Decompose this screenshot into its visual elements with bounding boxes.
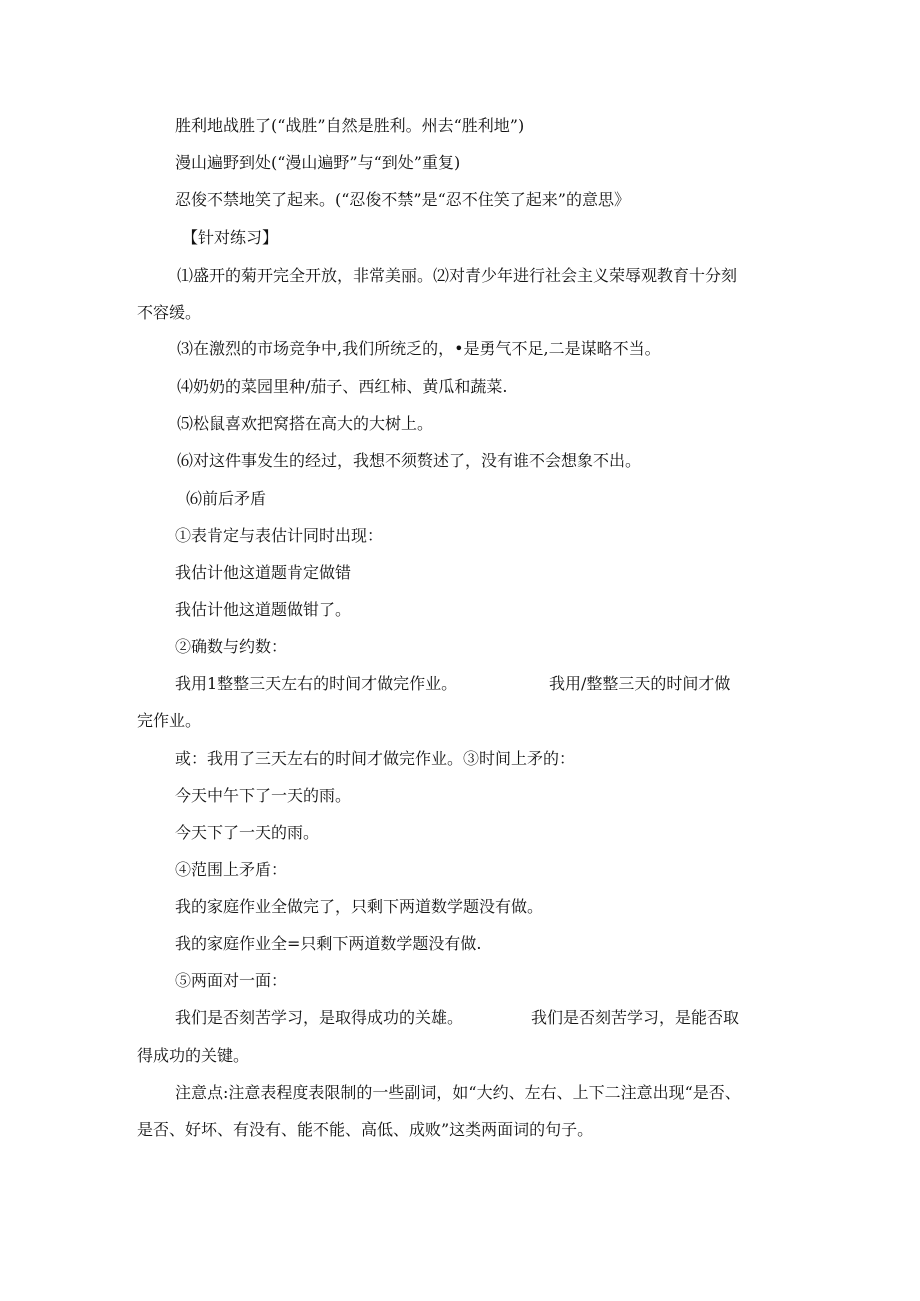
point-1-heading: ①表肯定与表估计同时出现： [175,526,384,545]
exercise-2-continued: 不容缓。 [137,303,202,322]
exercise-5: ⑸松鼠喜欢把窝搭在高大的大树上。 [177,414,434,433]
text-line-3: 忍俊不禁地笑了起来。(“忍俊不禁”是“忍不住笑了起来”的意思》 [175,190,630,209]
note-paragraph: 注意点:注意表程度表限制的一些副词，如“大约、左右、上下二注意出现“是否、 [175,1083,741,1102]
point-2-example-b: 我用/整整三天的时间才做 [549,674,731,693]
exercise-1-2: ⑴盛开的菊开完全开放，非常美丽。⑵对青少年进行社会主义荣辱观教育十分刻 [177,266,738,285]
point-4-example-b: 我的家庭作业全=只剩下两道数学题没有做. [175,934,482,953]
point-2-heading: ②确数与约数： [175,637,288,656]
section-heading: 【针对练习】 [182,228,279,247]
point-5-heading: ⑤两面对一面： [175,971,288,990]
point-2-example-a: 我用1整整三天左右的时间才做完作业。 [175,674,458,693]
text-line-2: 漫山遍野到处(“漫山遍野”与“到处”重复) [175,153,461,172]
point-3-example-a: 今天中午下了一天的雨。 [175,786,352,805]
point-3-example-b: 今天下了一天的雨。 [175,823,320,842]
point-5-example-a: 我们是否刻苦学习，是取得成功的关雄。 [175,1008,464,1027]
point-4-example-a: 我的家庭作业全做完了，只剩下两道数学题没有做。 [175,897,544,916]
point-2-example-b-continued: 完作业。 [137,711,202,730]
subsection-heading: ⑹前后矛盾 [186,489,267,508]
point-5-example-b: 我们是否刻苦学习，是能否取 [531,1008,740,1027]
exercise-3: ⑶在激烈的市场竞争中,我们所统乏的，•是勇气不足,二是谋略不当。 [177,339,661,358]
exercise-4: ⑷奶奶的菜园里种/茄子、西红柿、黄瓜和蔬菜. [177,377,508,396]
point-4-heading: ④范围上矛盾： [175,860,288,879]
point-5-example-b-continued: 得成功的关键。 [137,1046,250,1065]
point-1-example-a: 我估计他这道题肯定做错 [175,563,352,582]
point-2-alternative: 或：我用了三天左右的时间才做完作业。③时间上矛的： [175,749,576,768]
text-line-1: 胜利地战胜了(“战胜”自然是胜利。州去“胜利地”) [175,116,525,135]
note-paragraph-continued: 是否、好坏、有没有、能不能、高低、成败”这类两面词的句子。 [137,1120,594,1139]
point-1-example-b: 我估计他这道题做钳了。 [175,600,352,619]
exercise-6: ⑹对这件事发生的经过，我想不须赘述了，没有谁不会想象不出。 [177,451,642,470]
